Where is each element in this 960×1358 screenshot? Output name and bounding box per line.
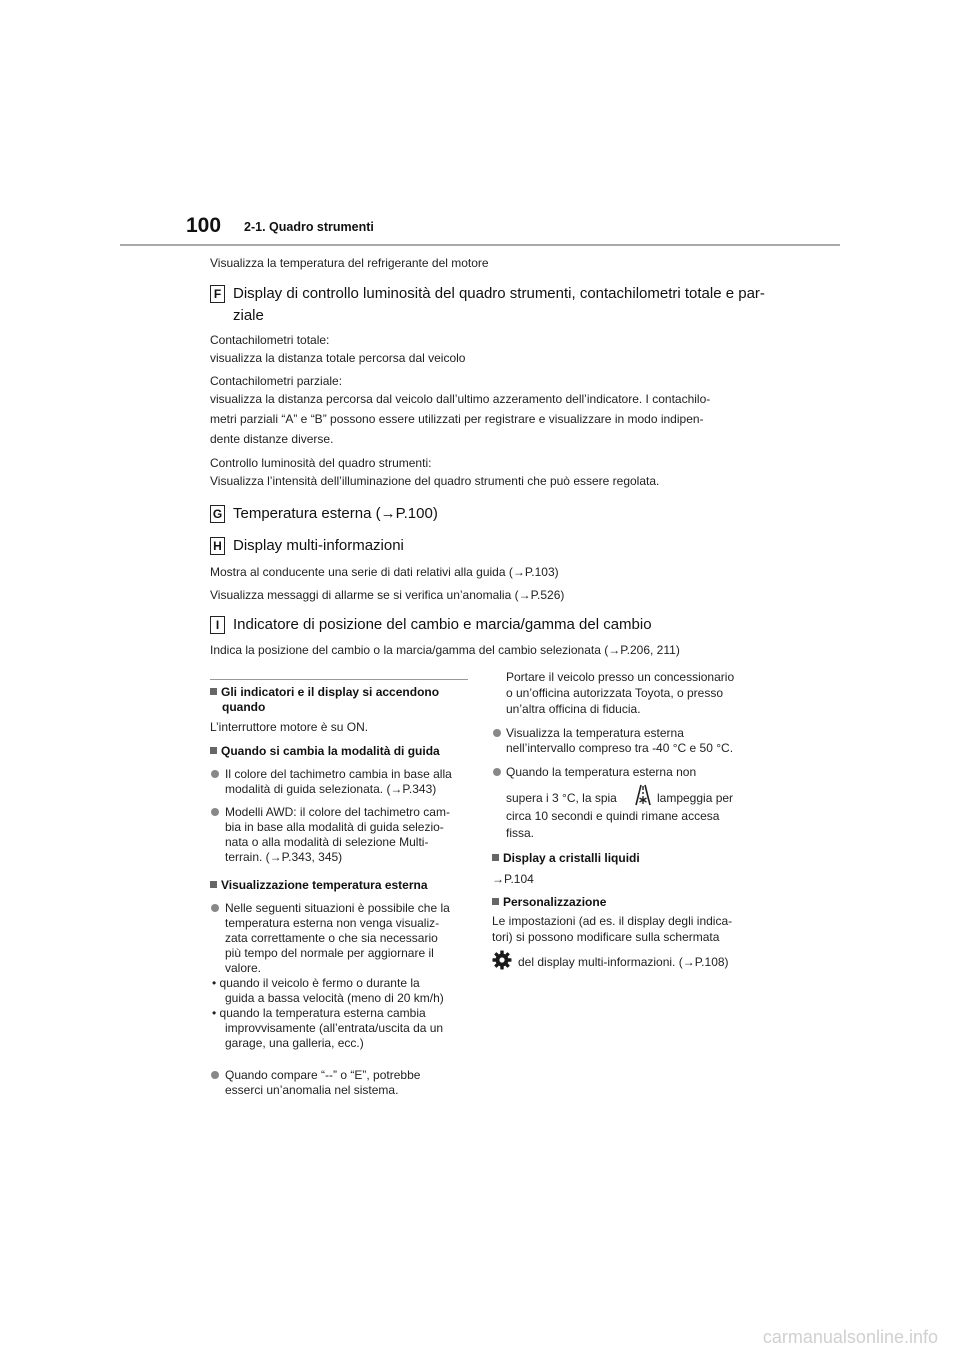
icy-road-warning-icon xyxy=(633,783,653,807)
rc-p2-l3: del display multi-informazioni. (→P.108) xyxy=(518,955,729,969)
section-g-title: Temperatura esterna (→P.100) xyxy=(233,505,438,522)
lc-b1-l2: modalità di guida selezionata. (→P.343) xyxy=(225,782,437,796)
lc-b2-l2: bia in base alla modalità di guida selezio- xyxy=(225,820,444,834)
lc-heading-1b: quando xyxy=(222,700,266,714)
rc-heading-2: Personalizzazione xyxy=(492,895,606,910)
rc-p2-l2: tori) si possono modificare sulla schermata xyxy=(492,930,720,944)
bullet-icon xyxy=(493,768,501,776)
letter-i: I xyxy=(210,616,225,634)
lc-b3-l1: Nelle seguenti situazioni è possibile che la xyxy=(225,901,450,915)
gear-icon xyxy=(492,950,512,970)
page-number: 100 xyxy=(186,214,222,237)
lc-b2-l1: Modelli AWD: il colore del tachimetro cam- xyxy=(225,805,450,819)
lc-b4-l2: esserci un’anomalia nel sistema. xyxy=(225,1083,399,1097)
lc-heading-3: Visualizzazione temperatura esterna xyxy=(210,878,428,893)
lc-b4-l1: Quando compare “--” o “E”, potrebbe xyxy=(225,1068,421,1082)
letter-h: H xyxy=(210,537,225,555)
lc-b3-l5: valore. xyxy=(225,961,262,975)
rc-b1-l2: nell’intervallo compreso tra -40 °C e 50 °C. xyxy=(506,741,734,755)
lc-s2-l1: • quando la temperatura esterna cambia xyxy=(212,1006,426,1020)
letter-f: F xyxy=(210,285,225,303)
letter-g: G xyxy=(210,505,225,523)
rc-p2-l1: Le impostazioni (ad es. il display degli indica- xyxy=(492,914,733,928)
bullet-icon xyxy=(211,1071,219,1079)
f-p3-l1: Controllo luminosità del quadro strumenti: xyxy=(210,456,432,470)
rc-b2-l1: Quando la temperatura esterna non xyxy=(506,765,697,779)
rc-b2-l2b: lampeggia per xyxy=(657,791,734,805)
header-rule xyxy=(120,244,840,246)
lc-heading-2: Quando si cambia la modalità di guida xyxy=(210,744,440,759)
lc-b2-l4: terrain. (→P.343, 345) xyxy=(225,850,343,864)
section-f-title-1: Display di controllo luminosità del quadro strumenti, contachilometri totale e par- xyxy=(233,285,765,302)
rc-p1: →P.104 xyxy=(492,872,534,886)
lc-b1-l1: Il colore del tachimetro cambia in base alla xyxy=(225,767,452,781)
f-p2-l3: metri parziali “A” e “B” possono essere utilizzati per registrare e visualizzare in modo indipen- xyxy=(210,412,704,426)
lc-s2-l2: improvvisamente (all’entrata/uscita da un xyxy=(225,1021,444,1035)
lc-b3-l4: più tempo del normale per aggiornare il xyxy=(225,946,434,960)
lc-p1: L’interruttore motore è su ON. xyxy=(210,720,369,734)
h-line1: Mostra al conducente una serie di dati relativi alla guida (→P.103) xyxy=(210,565,559,579)
f-p2-l4: dente distanze diverse. xyxy=(210,432,334,446)
lc-s2-l3: garage, una galleria, ecc.) xyxy=(225,1036,364,1050)
rc-heading-1: Display a cristalli liquidi xyxy=(492,851,640,866)
intro-text: Visualizza la temperatura del refrigerante del motore xyxy=(210,256,489,270)
watermark: carmanualsonline.info xyxy=(762,1327,938,1347)
section-i-title: Indicatore di posizione del cambio e marcia/gamma del cambio xyxy=(233,616,652,633)
lc-b3-l3: zata correttamente o che sia necessario xyxy=(225,931,438,945)
lc-heading-1: Gli indicatori e il display si accendono xyxy=(210,685,439,700)
rc-c1-l2: o un’officina autorizzata Toyota, o presso xyxy=(506,686,724,700)
bullet-icon xyxy=(211,808,219,816)
rc-b1-l1: Visualizza la temperatura esterna xyxy=(506,726,684,740)
rc-c1-l1: Portare il veicolo presso un concessionario xyxy=(506,670,735,684)
f-p1-l1: Contachilometri totale: xyxy=(210,333,330,347)
section-h-title: Display multi-informazioni xyxy=(233,537,404,554)
column-rule xyxy=(210,679,468,680)
lc-b2-l3: nata o alla modalità di selezione Multi- xyxy=(225,835,429,849)
f-p2-l2: visualizza la distanza percorsa dal veicolo dall’ultimo azzeramento dell’indicatore. I contachilo- xyxy=(210,392,711,406)
lc-s1-l2: guida a bassa velocità (meno di 20 km/h) xyxy=(225,991,444,1005)
rc-c1-l3: un’altra officina di fiducia. xyxy=(506,702,641,716)
i-line1: Indica la posizione del cambio o la marcia/gamma del cambio selezionata (→P.206, 211) xyxy=(210,643,680,657)
lc-b3-l2: temperatura esterna non venga visualiz- xyxy=(225,916,440,930)
rc-b2-l3: circa 10 secondi e quindi rimane accesa xyxy=(506,809,720,823)
f-p2-l1: Contachilometri parziale: xyxy=(210,374,343,388)
rc-b2-l4: fissa. xyxy=(506,826,535,840)
lc-s1-l1: • quando il veicolo è fermo o durante la xyxy=(212,976,420,990)
section-title: 2-1. Quadro strumenti xyxy=(244,220,374,234)
f-p3-l2: Visualizza l’intensità dell’illuminazione del quadro strumenti che può essere regolata. xyxy=(210,474,660,488)
h-line2: Visualizza messaggi di allarme se si verifica un’anomalia (→P.526) xyxy=(210,588,565,602)
bullet-icon xyxy=(211,904,219,912)
section-f-title-2: ziale xyxy=(233,307,264,324)
bullet-icon xyxy=(211,770,219,778)
f-p1-l2: visualizza la distanza totale percorsa dal veicolo xyxy=(210,351,466,365)
rc-b2-l2a: supera i 3 °C, la spia xyxy=(506,791,617,805)
bullet-icon xyxy=(493,729,501,737)
